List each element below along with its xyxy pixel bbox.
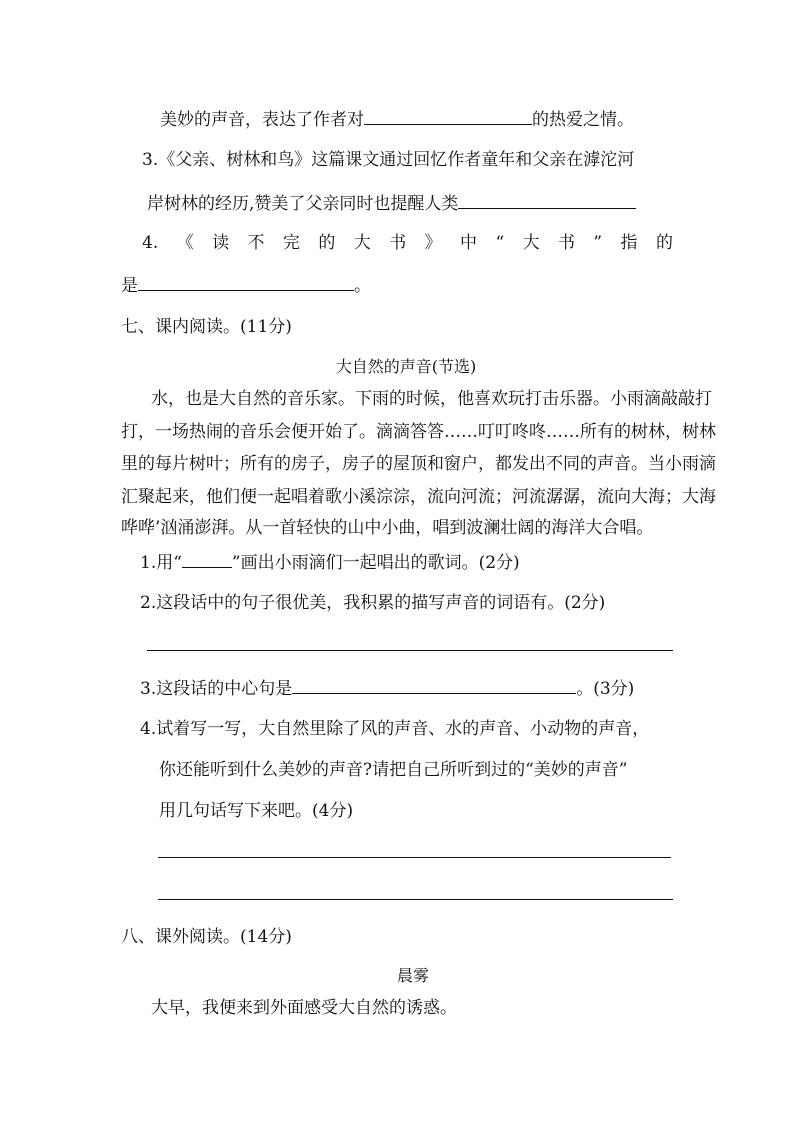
section7-passage-line: 水，也是大自然的音乐家。下雨的时候，他喜欢玩打击乐器。小雨滴敲敲打 — [151, 389, 712, 409]
section7-q3-pre: 3.这段话的中心句是 — [140, 679, 293, 699]
answer-blank-2[interactable] — [458, 190, 636, 209]
q6-item4-char: 读 — [212, 233, 230, 253]
q6-item4-char: 大 — [522, 233, 540, 253]
answer-line-q4-1[interactable] — [158, 857, 671, 858]
q6-item4-char: 》 — [424, 233, 442, 253]
q6-item4-line2-post: 。 — [354, 276, 371, 296]
underline-mark-sample — [182, 549, 232, 568]
q6-item4-line2-pre: 是 — [121, 276, 138, 296]
q6-item4-char: 书 — [389, 233, 407, 253]
section7-heading: 七、课内阅读。(11分) — [121, 317, 292, 337]
q6-line1-post: 的热爱之情。 — [532, 110, 634, 130]
answer-blank-1[interactable] — [364, 106, 532, 125]
q6-item4-char: 中 — [460, 233, 478, 253]
q6-item4-char: 的 — [655, 233, 673, 253]
q6-item4-char: 完 — [282, 233, 300, 253]
section7-q4-line2: 你还能听到什么美妙的声音?请把自己所听到过的“美妙的声音” — [159, 760, 628, 780]
section7-q4-line1: 4.试着写一写，大自然里除了风的声音、水的声音、小动物的声音， — [140, 719, 650, 739]
section7-q3 — [140, 675, 634, 701]
section7-passage-title: 大自然的声音(节选) — [335, 357, 477, 376]
answer-line-q4-2[interactable] — [158, 899, 673, 900]
section7-passage-line: 里的每片树叶；所有的房子，房子的屋顶和窗户，都发出不同的声音。当小雨滴 — [121, 454, 716, 474]
q6-item4-char: 书 — [558, 233, 575, 253]
q6-item4-char: 4. — [142, 233, 159, 253]
section7-q2: 2.这段话中的句子很优美，我积累的描写声音的词语有。(2分) — [140, 593, 606, 613]
answer-blank-3[interactable] — [138, 272, 354, 291]
q6-item4-char: ” — [593, 233, 603, 253]
section7-q3-post: 。(3分) — [576, 679, 635, 699]
section7-passage-line: 打，一场热闹的音乐会便开始了。滴滴答答……叮叮咚咚……所有的树林，树林 — [121, 422, 716, 442]
q6-item4-char: 《 — [176, 233, 194, 253]
q6-item4-char: 的 — [318, 233, 336, 253]
q6-line1 — [160, 106, 634, 132]
section8-heading: 八、课外阅读。(14分) — [121, 927, 292, 947]
answer-blank-q3[interactable] — [292, 675, 576, 694]
q6-item4-char: 指 — [620, 233, 638, 253]
q6-item3-line1: 3.《父亲、树林和鸟》这篇课文通过回忆作者童年和父亲在滹沱河 — [142, 150, 635, 170]
q6-item4-char: 不 — [247, 233, 265, 253]
section8-passage-title: 晨雾 — [396, 966, 429, 985]
section7-q4-line3: 用几句话写下来吧。(4分) — [159, 801, 354, 821]
q6-item4-line2 — [121, 272, 371, 298]
section7-passage-line: 哗哗’汹涌澎湃。从一首轻快的山中小曲，唱到波澜壮阔的海洋大合唱。 — [121, 518, 654, 538]
section8-passage-line: 大早，我便来到外面感受大自然的诱惑。 — [151, 998, 457, 1018]
section7-q1-pre: 1.用“ — [140, 553, 182, 573]
q6-line1-pre: 美妙的声音，表达了作者对 — [160, 110, 364, 130]
q6-item4-char: 大 — [353, 233, 371, 253]
q6-item3-line2 — [147, 190, 636, 216]
q6-item3-line2-text: 岸树林的经历,赞美了父亲同时也提醒人类 — [147, 194, 459, 214]
q6-item4-line1 — [142, 231, 673, 255]
section7-q1 — [140, 549, 520, 575]
answer-line-q2[interactable] — [147, 650, 673, 651]
q6-item4-char: “ — [495, 233, 505, 253]
section7-passage-line: 汇聚起来，他们便一起唱着歌小溪淙淙，流向河流；河流潺潺，流向大海；大海 — [121, 487, 716, 507]
section7-q1-post: ”画出小雨滴们一起唱出的歌词。(2分) — [231, 553, 520, 573]
